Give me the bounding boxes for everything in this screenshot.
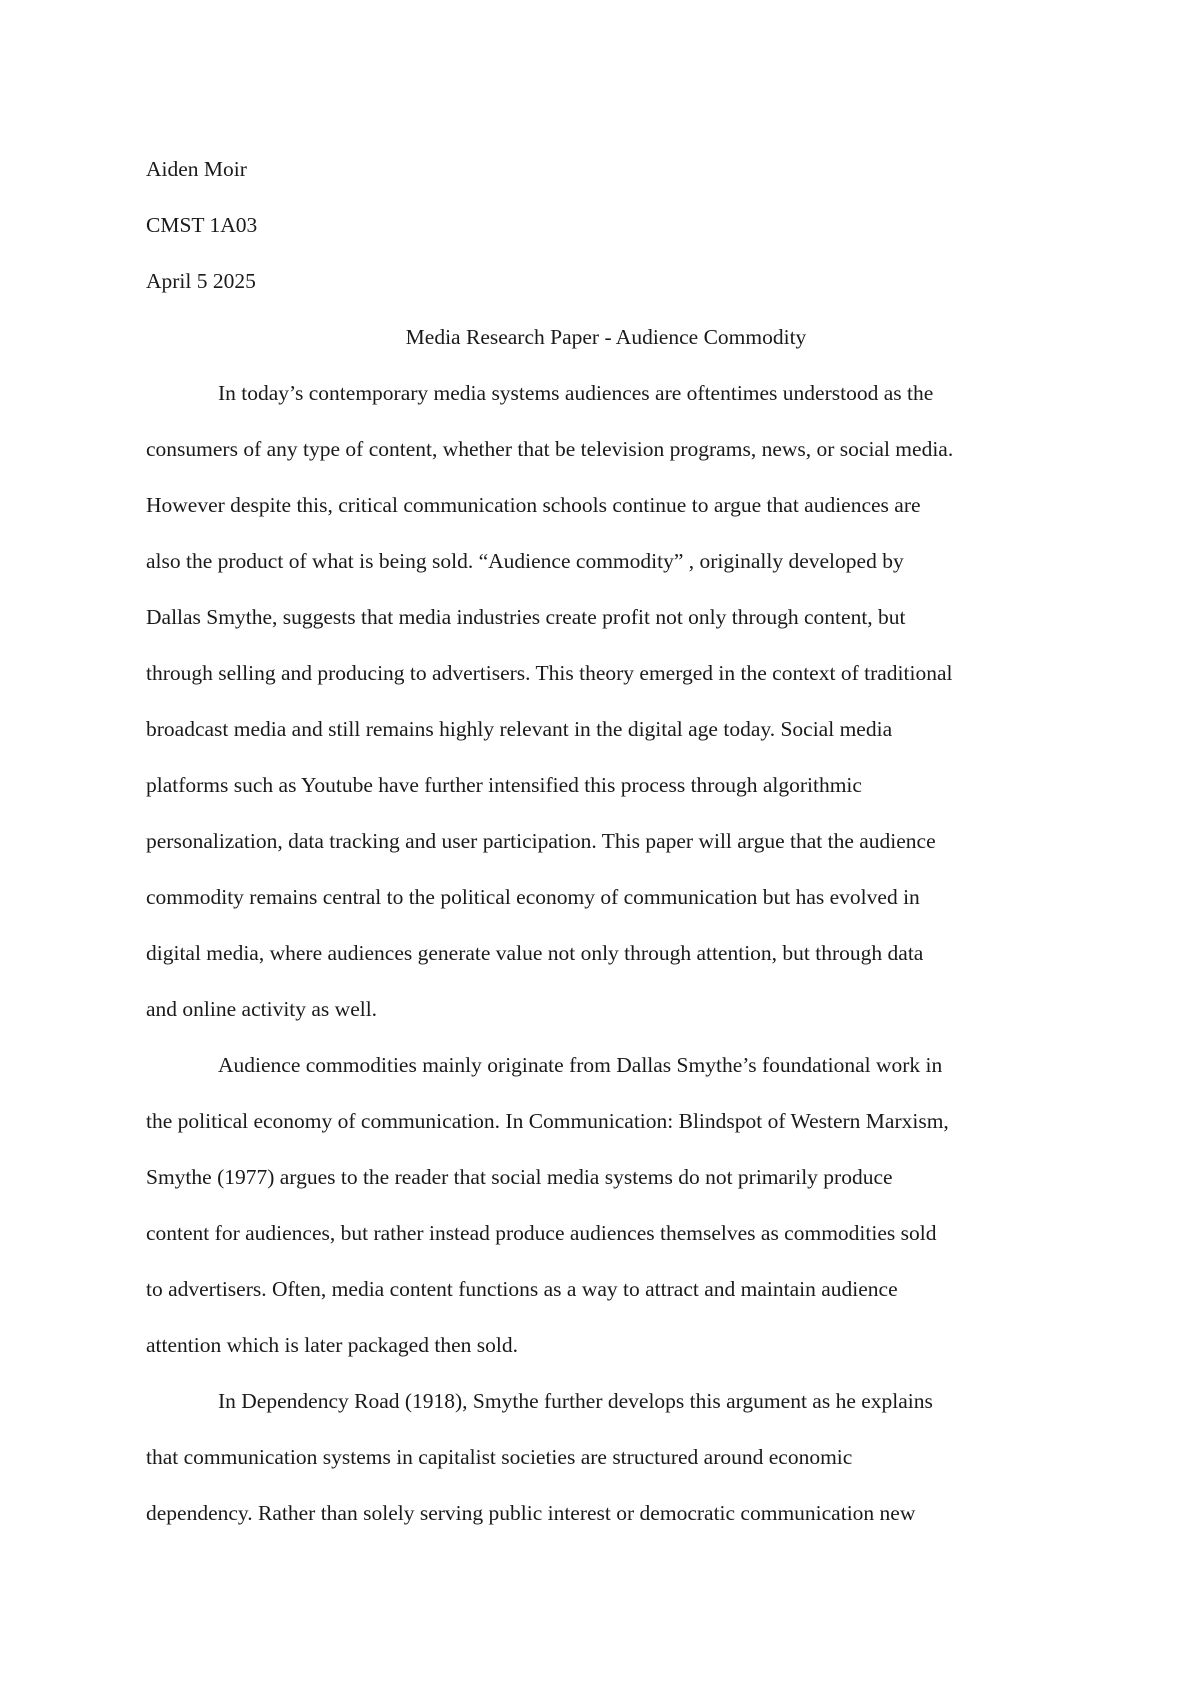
course-code: CMST 1A03 [146,213,258,237]
text-line: also the product of what is being sold. “Audience commodity” , originally developed by [146,549,904,573]
paragraph-1 [146,365,1066,1037]
paper-date: April 5 2025 [146,269,256,293]
text-line: broadcast media and still remains highly relevant in the digital age today. Social media [146,717,893,741]
text-line: Audience commodities mainly originate from Dallas Smythe’s foundational work in [218,1053,943,1077]
text-line: In today’s contemporary media systems audiences are oftentimes understood as the [218,381,934,405]
text-line: attention which is later packaged then sold. [146,1333,518,1357]
text-line: that communication systems in capitalist societies are structured around economic [146,1445,853,1469]
text-line: the political economy of communication. In Communication: Blindspot of Western Marxism, [146,1109,949,1133]
text-line: digital media, where audiences generate value not only through attention, but through data [146,941,924,965]
author-name: Aiden Moir [146,157,247,181]
text-line: personalization, data tracking and user participation. This paper will argue that the audience [146,829,936,853]
text-line: consumers of any type of content, whether that be television programs, news, or social media. [146,437,954,461]
text-line: through selling and producing to advertisers. This theory emerged in the context of traditional [146,661,953,685]
text-line: and online activity as well. [146,997,378,1021]
text-line: In Dependency Road (1918), Smythe further develops this argument as he explains [218,1389,933,1413]
paragraph-2 [146,1037,1066,1373]
text-line: content for audiences, but rather instead produce audiences themselves as commodities sold [146,1221,937,1245]
text-line: Dallas Smythe, suggests that media industries create profit not only through content, but [146,605,906,629]
paper-title: Media Research Paper - Audience Commodity [405,325,807,349]
paragraph-3 [146,1373,1066,1541]
text-line: However despite this, critical communication schools continue to argue that audiences are [146,493,921,517]
text-line: platforms such as Youtube have further intensified this process through algorithmic [146,773,862,797]
document-body [146,141,1066,1541]
text-line: Smythe (1977) argues to the reader that social media systems do not primarily produce [146,1165,893,1189]
text-line: commodity remains central to the political economy of communication but has evolved in [146,885,920,909]
text-line: dependency. Rather than solely serving public interest or democratic communication new [146,1501,916,1525]
text-line: to advertisers. Often, media content functions as a way to attract and maintain audience [146,1277,898,1301]
